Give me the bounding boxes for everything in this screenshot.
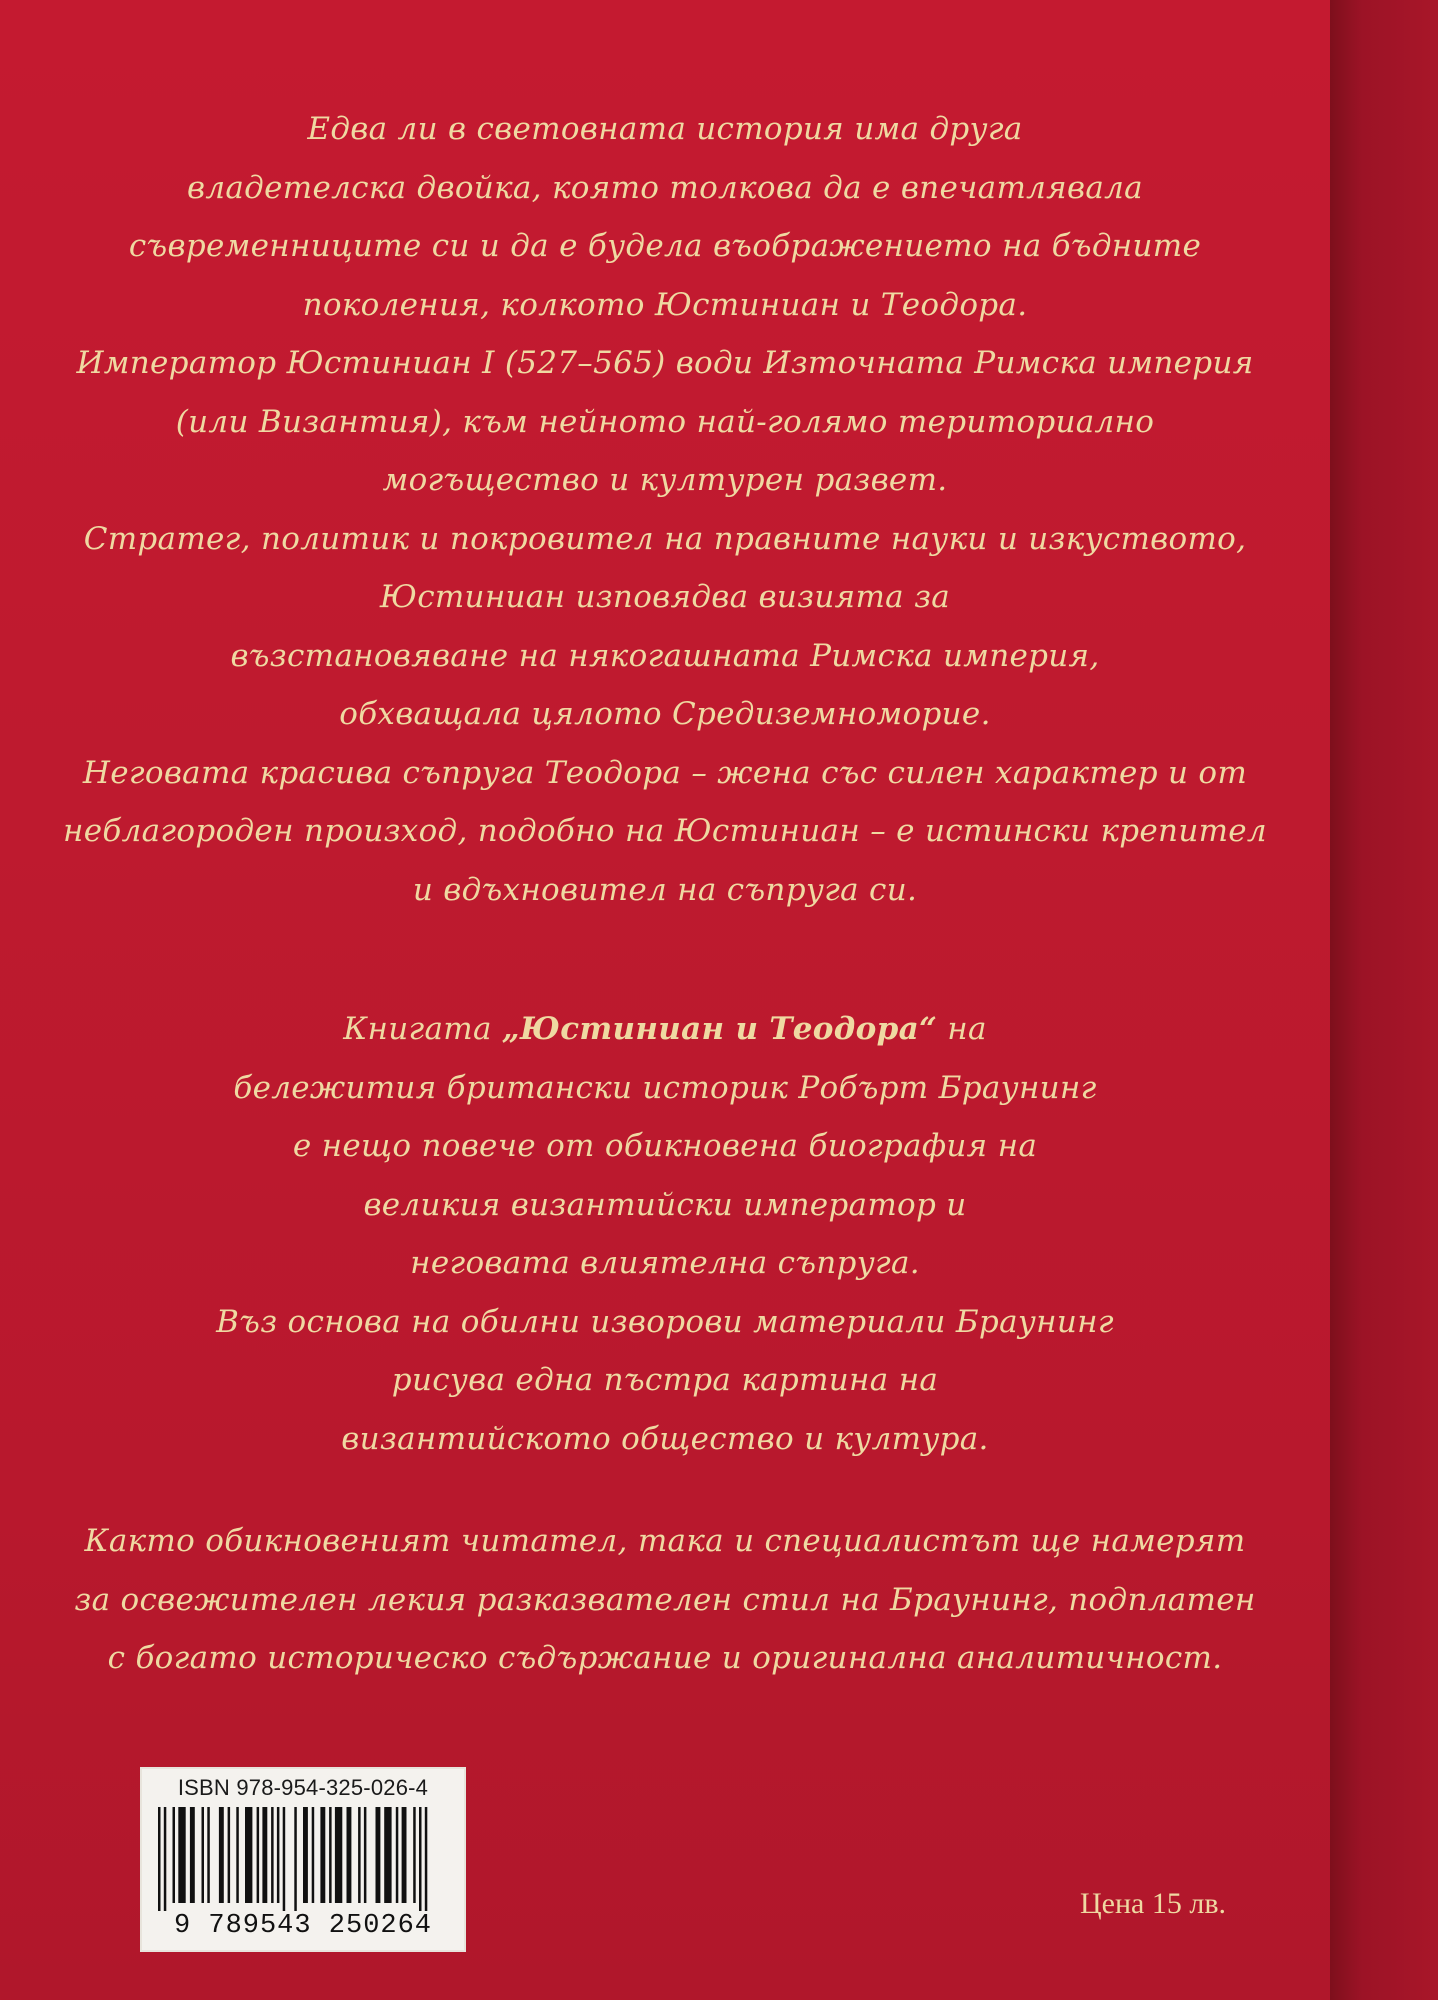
barcode-bar bbox=[202, 1807, 205, 1903]
barcode-bar bbox=[303, 1807, 308, 1903]
isbn-number: ISBN 978-954-325-026-4 bbox=[177, 1775, 429, 1800]
blurb-line: могъщество и културен развет. bbox=[382, 462, 948, 498]
barcode-bars bbox=[156, 1807, 450, 1911]
barcode-bar bbox=[219, 1807, 224, 1903]
barcode-bar bbox=[358, 1807, 361, 1903]
barcode-bar bbox=[262, 1807, 267, 1903]
barcode-bar bbox=[236, 1807, 239, 1903]
blurb-line: поколения, колкото Юстиниан и Теодора. bbox=[302, 286, 1028, 323]
barcode-bar bbox=[283, 1807, 286, 1911]
barcode-bar bbox=[294, 1807, 297, 1911]
blurb-line: владетелска двойка, която толкова да е впечатлявала bbox=[187, 169, 1143, 206]
barcode-digits: 9 789543 250264 bbox=[173, 1911, 433, 1941]
cover-edge-shadow bbox=[1330, 0, 1438, 2000]
barcode-bar bbox=[190, 1807, 195, 1903]
barcode-bar bbox=[364, 1807, 367, 1903]
text-after-title: на bbox=[937, 1011, 987, 1047]
blurb-line: Едва ли в световната история има друга bbox=[307, 111, 1023, 147]
blurb-paragraph-1 bbox=[0, 100, 1330, 919]
barcode-bar bbox=[413, 1807, 416, 1903]
price-label: Цена 15 лв. bbox=[1080, 1887, 1226, 1920]
blurb-line: Император Юстиниан I (527–565) води Източната Римска империя bbox=[76, 345, 1254, 381]
barcode-bar bbox=[396, 1807, 399, 1903]
barcode-bar bbox=[347, 1807, 352, 1903]
blurb-line: Както обикновеният читател, така и специалистът ще намерят bbox=[84, 1523, 1246, 1559]
blurb-paragraph-3 bbox=[0, 1512, 1330, 1688]
barcode-bar bbox=[425, 1807, 428, 1911]
blurb-line: Юстиниан изповядва визията за bbox=[379, 579, 951, 615]
blurb-line: (или Византия), към нейното най-голямо териториално bbox=[175, 403, 1155, 440]
barcode-bar bbox=[376, 1807, 381, 1903]
blurb-line: бележития британски историк Робърт Браунинг bbox=[233, 1069, 1097, 1106]
text-before-title: Книгата bbox=[343, 1011, 502, 1047]
blurb-line: рисува една пъстра картина на bbox=[391, 1362, 939, 1398]
barcode-bar bbox=[329, 1807, 332, 1903]
blurb-line: с богато историческо съдържание и оригинална аналитичност. bbox=[107, 1640, 1223, 1676]
barcode-bar bbox=[402, 1807, 407, 1903]
barcode-bar bbox=[158, 1807, 161, 1911]
barcode-bar bbox=[335, 1807, 342, 1903]
blurb-line: неблагороден произход, подобно на Юстиниан – е истински крепител bbox=[63, 813, 1267, 849]
blurb-line: великия византийски император и bbox=[363, 1186, 967, 1223]
barcode-bar bbox=[228, 1807, 231, 1903]
barcode-bar bbox=[164, 1807, 167, 1911]
barcode-bar bbox=[178, 1807, 185, 1903]
blurb-line: Стратег, политик и покровител на правните науки и изкуството, bbox=[83, 520, 1247, 557]
book-title-inline: „Юстиниан и Теодора“ bbox=[501, 1011, 938, 1047]
barcode-bar bbox=[271, 1807, 274, 1903]
blurb-line: съвременниците си и да е будела въображението на бъдните bbox=[128, 228, 1202, 264]
barcode-bar bbox=[312, 1807, 315, 1903]
barcode-bar bbox=[384, 1807, 391, 1903]
blurb-line: за освежителен лекия разказвателен стил на Браунинг, подплатен bbox=[74, 1581, 1256, 1618]
blurb-line-with-title bbox=[0, 1000, 1330, 1059]
barcode-bar bbox=[207, 1807, 210, 1903]
blurb-line: обхващала цялото Средиземноморие. bbox=[339, 696, 991, 732]
blurb-line: и вдъхновител на съпруга си. bbox=[412, 871, 918, 908]
blurb-line: възстановяване на някогашната Римска империя, bbox=[230, 637, 1100, 674]
blurb-line: византийското общество и култура. bbox=[341, 1420, 989, 1457]
blurb-line: Въз основа на обилни изворови материали Браунинг bbox=[216, 1303, 1114, 1340]
blurb-paragraph-2 bbox=[0, 1000, 1330, 1468]
blurb-line: неговата влиятелна съпруга. bbox=[410, 1245, 920, 1281]
blurb-line: е нещо повече от обикновена биография на bbox=[292, 1128, 1038, 1164]
blurb-line: Неговата красива съпруга Теодора – жена със силен характер и от bbox=[82, 754, 1248, 791]
barcode-bar bbox=[173, 1807, 176, 1903]
isbn-barcode-label bbox=[140, 1767, 466, 1952]
barcode-bar bbox=[277, 1807, 280, 1903]
barcode-bar bbox=[320, 1807, 325, 1903]
barcode-bar bbox=[419, 1807, 422, 1911]
barcode-bar bbox=[257, 1807, 260, 1903]
barcode-bar bbox=[245, 1807, 252, 1903]
